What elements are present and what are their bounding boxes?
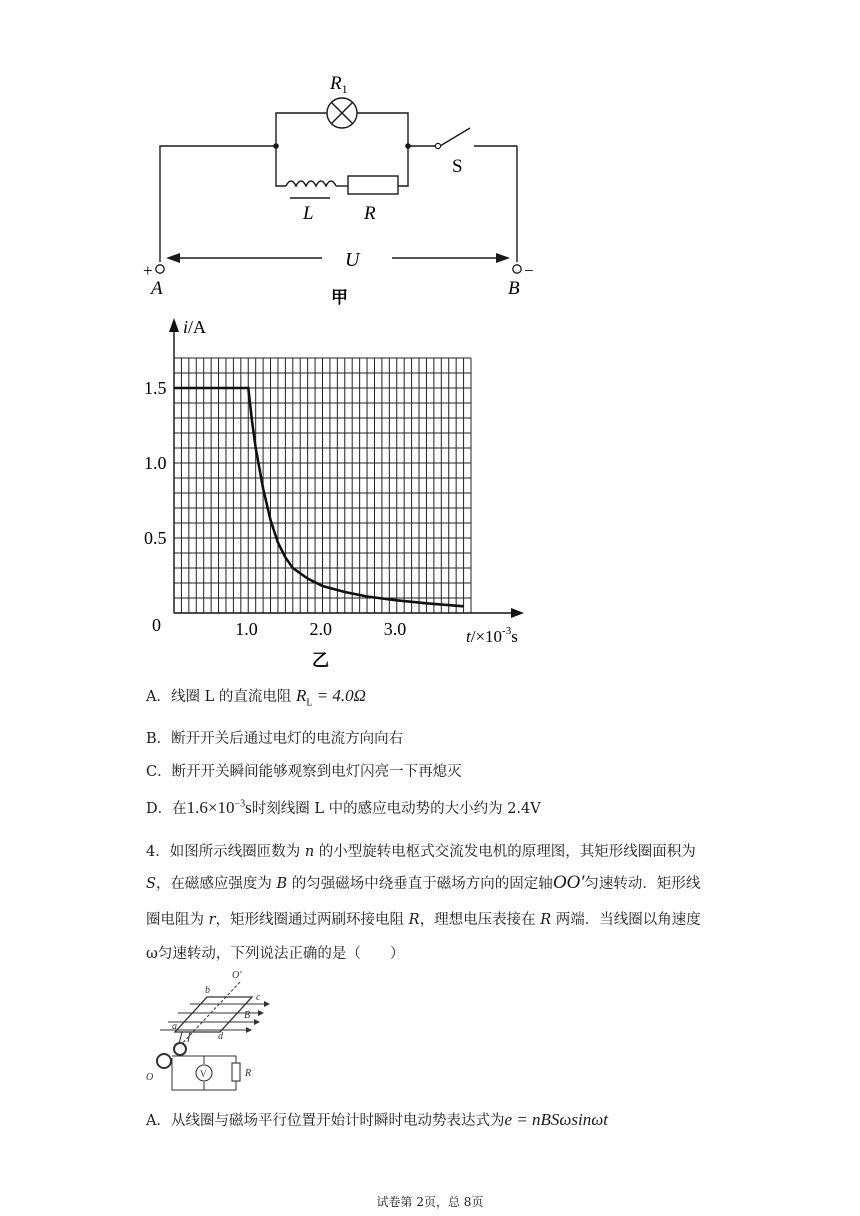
question-4-line-4: ω匀速转动，下列说法正确的是（ ）	[146, 946, 405, 962]
option-a-text: A．线圈 L 的直流电阻	[146, 689, 292, 705]
option-d-q3: D．在$1.6\times 10^{-3}s$时刻线圈 L 中的感应电动势的大小约为 2.4V	[146, 798, 541, 817]
inductor-label: L	[303, 203, 314, 224]
x-tick-label: 1.0	[235, 619, 258, 639]
resistor-r-label: R	[245, 1068, 252, 1079]
figure-caption-yi: 乙	[312, 651, 329, 670]
question-4-line-2: S，在磁感应强度为 B 的匀强磁场中绕垂直于磁场方向的固定轴OO′匀速转动．矩形线	[146, 872, 701, 893]
terminal-a-label: A	[151, 278, 163, 299]
x-tick-label: 2.0	[309, 619, 332, 639]
o-prime-label: O′	[232, 970, 242, 981]
field-b-label: B	[244, 1010, 251, 1021]
y-tick-label: 0	[152, 615, 161, 635]
option-c-q3: C．断开开关瞬间能够观察到电灯闪亮一下再熄灭	[146, 764, 462, 780]
minus-sign: −	[524, 261, 534, 280]
terminal-b-label: B	[508, 278, 520, 299]
coil-a-label: a	[172, 1021, 177, 1032]
option-a-formula: $R_L = 4.0\Omega$	[295, 686, 366, 709]
current-time-chart	[0, 310, 860, 670]
voltmeter-label: V	[200, 1069, 207, 1079]
figure-caption-jia: 甲	[331, 288, 348, 308]
y-tick-label: 1.5	[144, 378, 167, 398]
generator-diagram	[0, 960, 860, 1100]
plus-sign: +	[143, 261, 153, 280]
option-a-q4: A．从线圈与磁场平行位置开始计时瞬时电动势表达式为e = nBSωsinωt	[146, 1110, 608, 1129]
question-4-line-3: 圈电阻为 r，矩形线圈通过两刷环接电阻 R，理想电压表接在 R 两端．当线圈以角速度	[146, 912, 701, 928]
resistor-label: R	[364, 203, 376, 224]
option-b-q3: B．断开开关后通过电灯的电流方向向右	[146, 731, 404, 747]
x-axis-label: $t/\times 10^{-3}s$	[466, 625, 518, 646]
y-tick-label: 0.5	[144, 528, 167, 548]
page-footer: 试卷第 2页，总 8页	[376, 1195, 484, 1209]
x-tick-label: 3.0	[383, 619, 407, 639]
chart-grid	[174, 358, 471, 613]
switch-label: S	[452, 156, 463, 177]
coil-c-label: c	[256, 992, 261, 1003]
o-label: O	[146, 1072, 154, 1083]
question-4-line-1: 4．如图所示线圈匝数为 n 的小型旋转电枢式交流发电机的原理图，其矩形线圈面积为	[146, 844, 696, 860]
option-a-q3	[146, 685, 366, 708]
option-d-formula: $1.6\times 10^{-3}s$	[186, 798, 252, 817]
current-decay-curve	[174, 388, 464, 606]
circuit-diagram	[0, 0, 860, 310]
voltage-label: U	[345, 249, 360, 271]
coil-b-label: b	[205, 985, 210, 996]
emf-formula: e = nBSωsinωt	[504, 1110, 608, 1129]
coil-d-label: d	[218, 1031, 223, 1042]
lamp-label: $R_1$	[330, 73, 348, 96]
y-tick-label: 1.0	[144, 453, 167, 473]
y-axis-label: i/A	[183, 317, 207, 337]
